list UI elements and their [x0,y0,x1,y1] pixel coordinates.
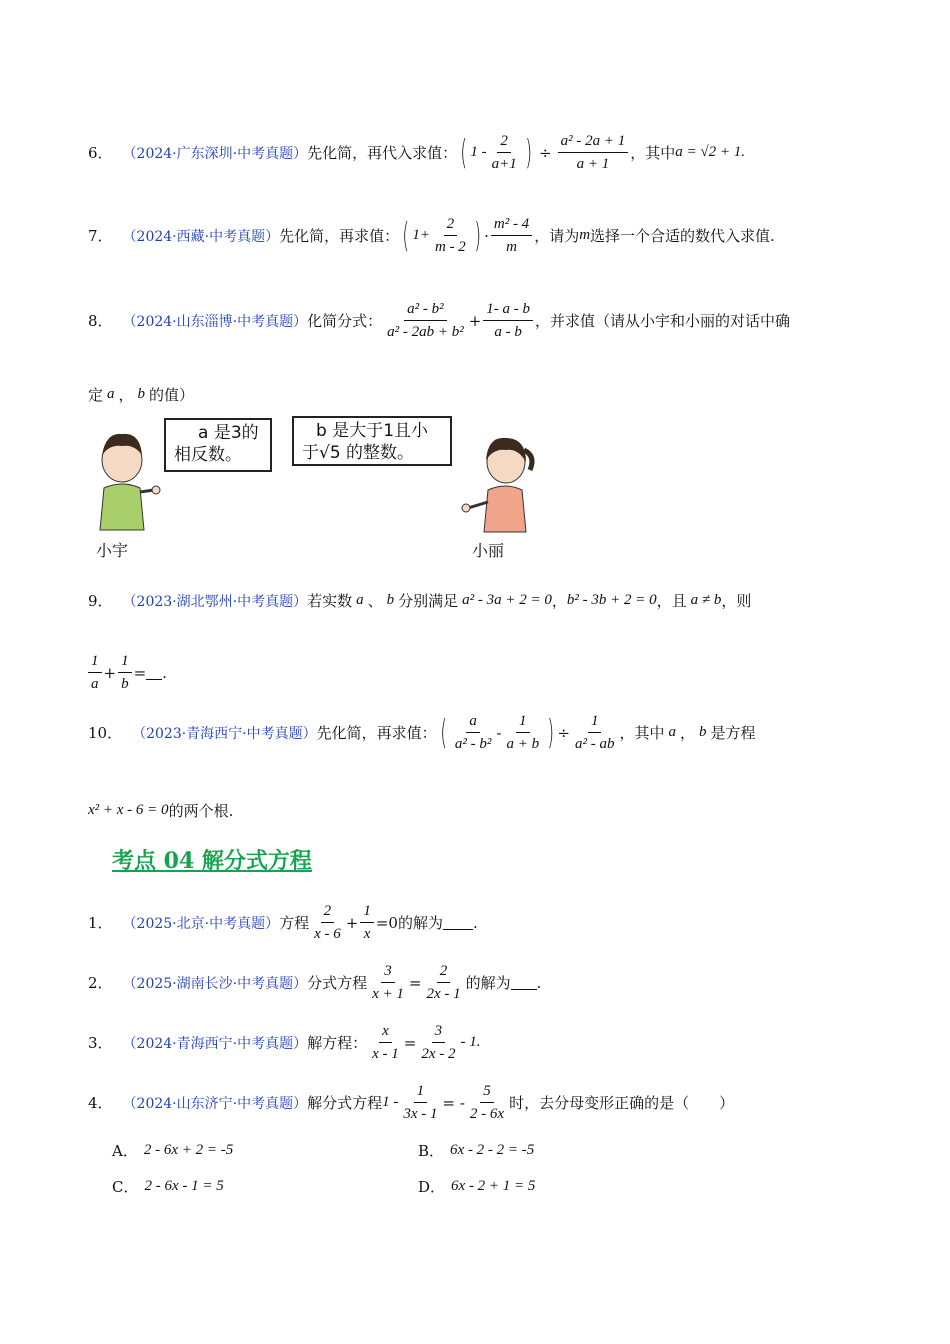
problem-8: 8． （2024·山东淄博·中考真题） 化简分式： $\frac{\text{a² - b²}}{\text{a² - 2ab + b²}}$ + $\frac{1- a - b}{a - b}$ ，并求值（请从小宇和小丽的对话中确 [88,301,791,340]
fraction: $\frac{\text{a² - b²}}{\text{a² - 2ab + b²}}$ [387,301,464,340]
girl-name: 小丽 [472,541,505,560]
answer-blank[interactable] [511,975,537,990]
problem-9: 9． （2023·湖北鄂州·中考真题） 若实数 a 、 b 分别满足 a² - 3a + 2 = 0 ， b² - 3b + 2 = 0 ，且 a ≠ b ，则 [88,592,752,610]
girl-speech-bubble: b 是大于1且小 于√5 的整数。 [292,416,452,466]
answer-blank[interactable] [443,915,473,930]
choice-a[interactable]: A． 2 - 6x + 2 = -5 [112,1142,234,1160]
problem-9-line2: $\frac{1}{a}$ + $\frac{1}{b}$ = . [88,652,167,693]
fraction: $\frac{\text{m² - 4}}{m}$ [491,215,532,256]
equation-problem-1: 1． （2025·北京·中考真题） 方程 $\frac{2}{x - 6}$ + $\frac{1}{x}$ =0 的解为 . [88,903,478,942]
boy-name: 小宇 [96,541,129,560]
boy-speech-bubble: a 是3的 相反数。 [164,418,272,472]
fraction: $\frac{2}{a+1}$ [491,133,517,172]
boy-figure [100,434,160,530]
choice-b[interactable]: B． 6x - 2 - 2 = -5 [418,1142,535,1160]
problem-8-line2: 定 a ， b 的值） [88,386,195,404]
problem-10: 10． （2023·青海西宁·中考真题） 先化简，再求值： ( $\frac{a}{\text{a² - b²}}$ - $\frac{1}{a + b}$ ) ÷ $\frac{1}{\text{a² - ab}}$ ，其中 a ， b 是方程 [88,712,756,753]
problem-10-line2: x² + x - 6 = 0 的两个根. [88,802,234,820]
equation-problem-3: 3． （2024·青海西宁·中考真题） 解方程： $\frac{x}{x - 1}$ = $\frac{3}{2x - 2}$ - 1. [88,1023,481,1062]
fraction: $\frac{\text{a² - 2a + 1}}{a + 1}$ [558,132,629,173]
section-title: 考点 04 解分式方程 [112,848,312,874]
girl-figure [462,438,532,532]
choice-d[interactable]: D． 6x - 2 + 1 = 5 [418,1178,536,1196]
equation-problem-2: 2． （2025·湖南长沙·中考真题） 分式方程 $\frac{3}{x + 1}$ = $\frac{2}{2x - 1}$ 的解为 . [88,963,542,1002]
problem-6: 6． （2024·广东深圳·中考真题） 先化简，再代入求值： ( 1 - $\frac{2}{a+1}$ ) ÷ $\frac{\text{a² - 2a + 1}}{a + 1}$ ，其中 a = √2 + 1. [88,132,745,173]
equation-problem-4: 4． （2024·山东济宁·中考真题） 解分式方程 1 - $\frac{1}{3x - 1}$ = - $\frac{5}{2 - 6x}$ 时，去分母变形正确的是（ ） [88,1083,735,1122]
problem-7: 7． （2024·西藏·中考真题） 先化简，再求值： ( 1+ $\frac{2}{m - 2}$ ) · $\frac{\text{m² - 4}}{m}$ ，请为 m 选择一个合适的数代入求值. [88,215,775,256]
answer-blank[interactable] [146,665,162,680]
fraction: $\frac{1- a - b}{a - b}$ [483,300,533,341]
choice-c[interactable]: C． 2 - 6x - 1 = 5 [112,1178,224,1196]
fraction: $\frac{2}{m - 2}$ [434,216,466,255]
